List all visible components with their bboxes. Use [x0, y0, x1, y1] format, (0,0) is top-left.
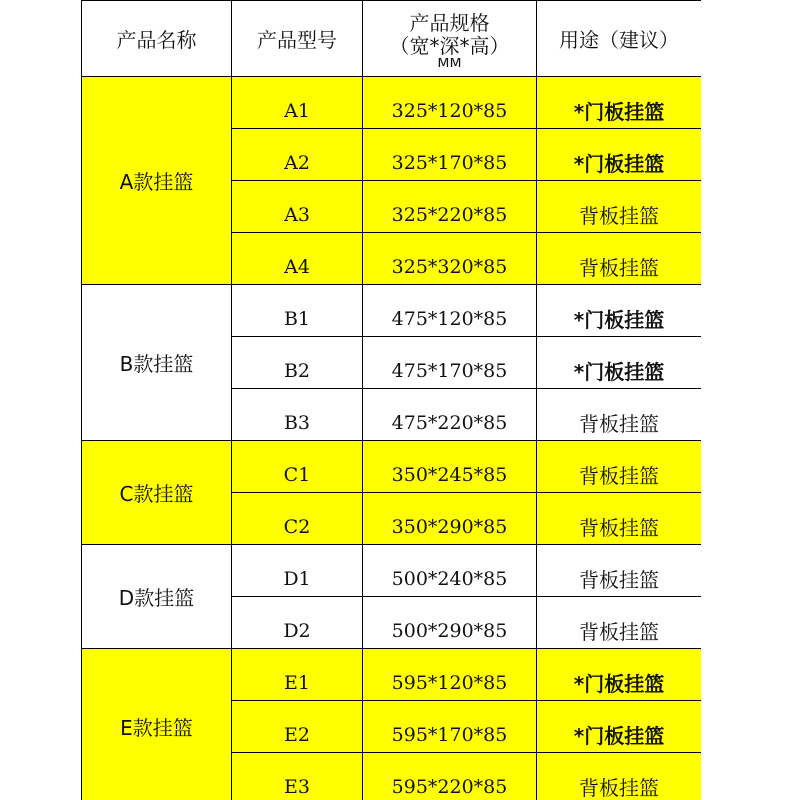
spec-cell: 595*170*85 — [363, 701, 537, 753]
spec-cell: 500*290*85 — [363, 597, 537, 649]
header-spec-unit: MM — [437, 58, 462, 67]
usage-cell: 背板挂篮 — [537, 493, 701, 545]
spec-cell: 325*320*85 — [363, 233, 537, 285]
usage-cell: *门板挂篮 — [537, 285, 701, 337]
header-product-model: 产品型号 — [232, 1, 363, 77]
header-product-name: 产品名称 — [82, 1, 232, 77]
group-name-b: B款挂篮 — [82, 285, 232, 441]
model-cell: A1 — [232, 77, 363, 129]
usage-cell: *门板挂篮 — [537, 701, 701, 753]
spec-cell: 475*120*85 — [363, 285, 537, 337]
usage-cell: 背板挂篮 — [537, 545, 701, 597]
model-cell: E2 — [232, 701, 363, 753]
usage-cell: 背板挂篮 — [537, 181, 701, 233]
spec-cell: 325*120*85 — [363, 77, 537, 129]
spec-cell: 500*240*85 — [363, 545, 537, 597]
model-cell: A2 — [232, 129, 363, 181]
model-cell: E3 — [232, 753, 363, 800]
model-cell: B2 — [232, 337, 363, 389]
header-spec-line2: （宽*深*高） — [389, 34, 510, 58]
spec-cell: 325*170*85 — [363, 129, 537, 181]
group-name-d: D款挂篮 — [82, 545, 232, 649]
header-product-spec — [363, 1, 537, 77]
model-cell: C1 — [232, 441, 363, 493]
usage-cell: 背板挂篮 — [537, 753, 701, 800]
spec-cell: 595*220*85 — [363, 753, 537, 800]
usage-cell: *门板挂篮 — [537, 77, 701, 129]
group-name-c: C款挂篮 — [82, 441, 232, 545]
spreadsheet-table — [81, 0, 701, 800]
model-cell: B1 — [232, 285, 363, 337]
spec-cell: 595*120*85 — [363, 649, 537, 701]
spec-cell: 350*245*85 — [363, 441, 537, 493]
usage-cell: 背板挂篮 — [537, 233, 701, 285]
model-cell: D1 — [232, 545, 363, 597]
model-cell: A3 — [232, 181, 363, 233]
usage-cell: *门板挂篮 — [537, 129, 701, 181]
group-name-a: A款挂篮 — [82, 77, 232, 285]
header-spec-line1: 产品规格 — [409, 11, 490, 35]
usage-cell: *门板挂篮 — [537, 337, 701, 389]
model-cell: A4 — [232, 233, 363, 285]
usage-cell: 背板挂篮 — [537, 597, 701, 649]
model-cell: E1 — [232, 649, 363, 701]
usage-cell: 背板挂篮 — [537, 389, 701, 441]
spec-cell: 325*220*85 — [363, 181, 537, 233]
model-cell: C2 — [232, 493, 363, 545]
spec-cell: 475*170*85 — [363, 337, 537, 389]
product-table-grid — [81, 0, 701, 800]
usage-cell: *门板挂篮 — [537, 649, 701, 701]
model-cell: D2 — [232, 597, 363, 649]
header-usage: 用途（建议） — [537, 1, 701, 77]
group-name-e: E款挂篮 — [82, 649, 232, 800]
model-cell: B3 — [232, 389, 363, 441]
spec-cell: 475*220*85 — [363, 389, 537, 441]
spec-cell: 350*290*85 — [363, 493, 537, 545]
usage-cell: 背板挂篮 — [537, 441, 701, 493]
